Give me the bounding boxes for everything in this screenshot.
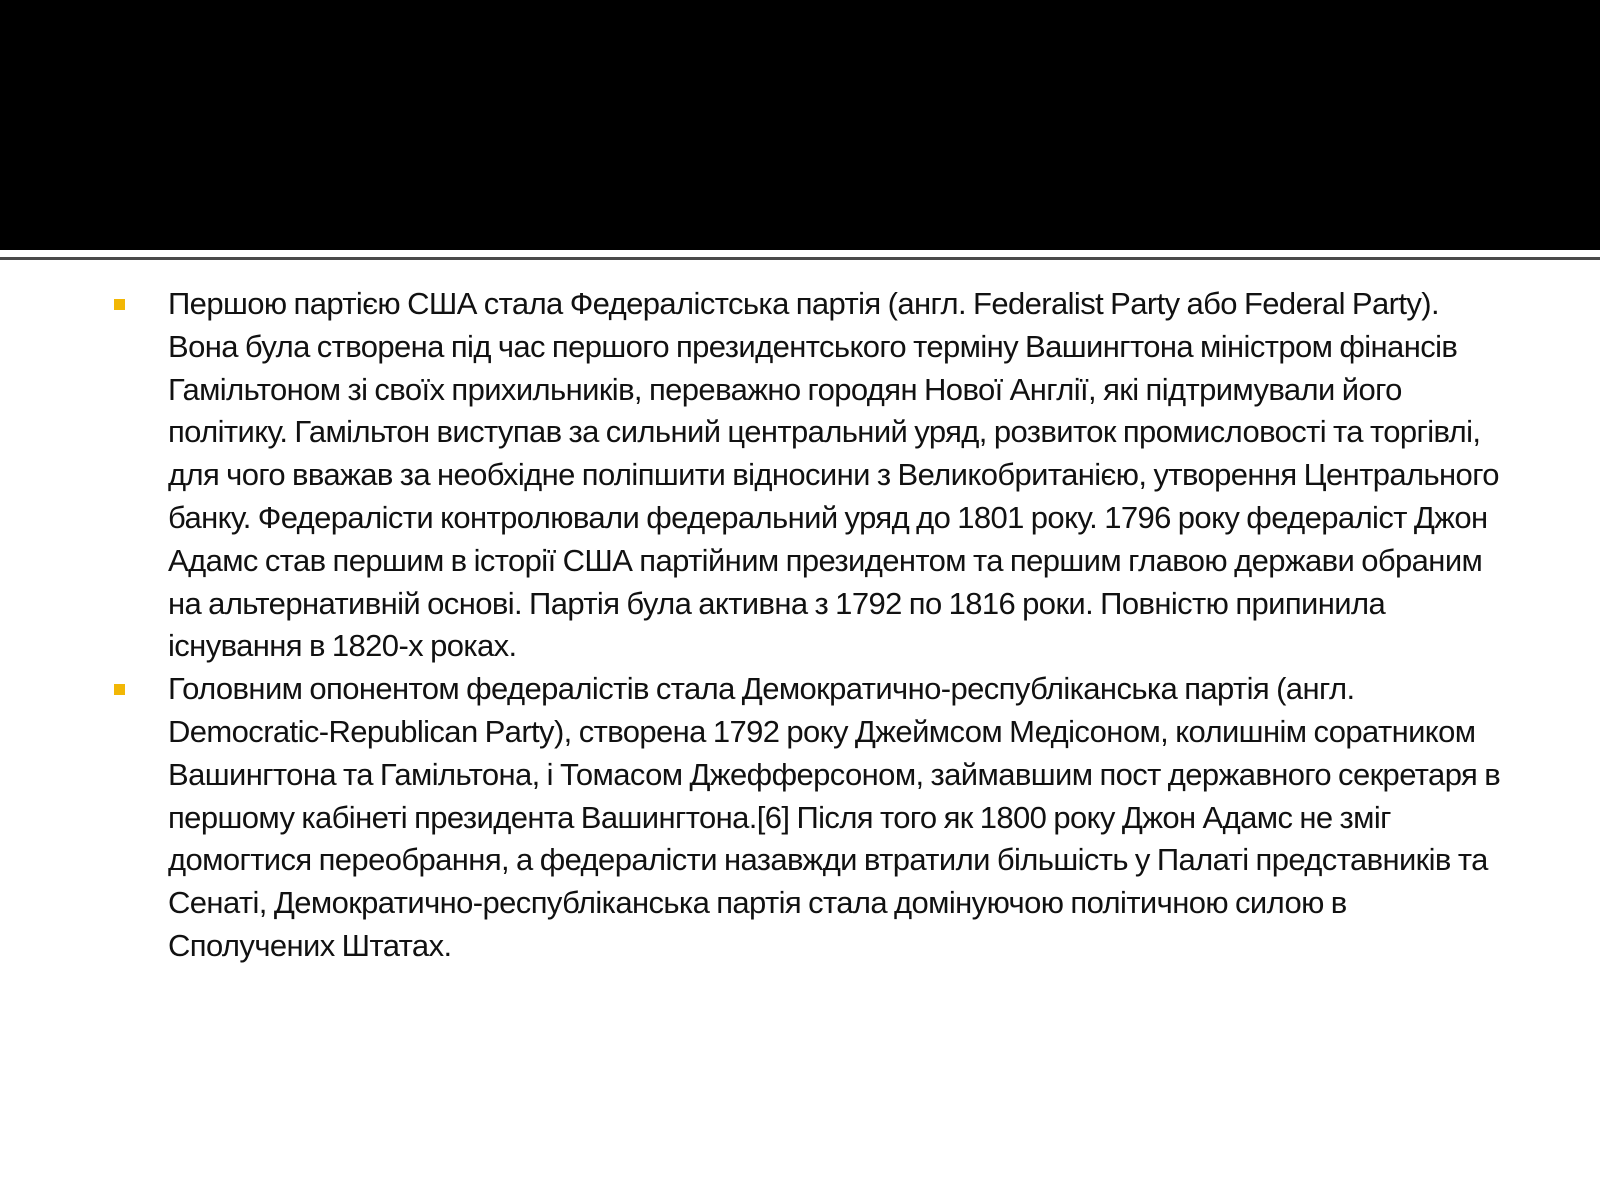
bullet-square-icon [114, 299, 125, 310]
bullet-item-democratic-republican [108, 668, 1508, 968]
title-bar [0, 0, 1600, 250]
bullet-text: Головним опонентом федералістів стала Демократично-республіканська партія (англ. Democratic-Republican Party), створена 1792 року Джеймсом Медісоном, колишнім соратником Вашингтона та Гамільтона, і Томасом Джефферсоном, займавшим пост державного секретаря в першому кабінеті президента Вашингтона.[6] Після того як 1800 року Джон Адамс не зміг домогтися переобрання, а федералісти назавжди втратили більшість у Палаті представників та Сенаті, Демократично-республіканська партія стала домінуючою політичною силою в Сполучених Штатах. [168, 671, 1501, 963]
bullet-square-icon [114, 684, 125, 695]
body-content [108, 283, 1508, 968]
bullet-item-federalist [108, 283, 1508, 668]
divider-light [0, 250, 1600, 253]
divider-dark [0, 257, 1600, 260]
bullet-text: Першою партією США стала Федералістська партія (англ. Federalist Party або Federal Party). Вона була створена під час першого президентського терміну Вашингтона міністром фінансів Гамільтоном зі своїх прихильників, переважно городян Нової Англії, які підтримували його політику. Гамільтон виступав за сильний центральний уряд, розвиток промисловості та торгівлі, для чого вважав за необхідне поліпшити відносини з Великобританією, утворення Центрального банку. Федералісти контролювали федеральний уряд до 1801 року. 1796 року федераліст Джон Адамс став першим в історії США партійним президентом та першим главою держави обраним на альтернативній основі. Партія була активна з 1792 по 1816 роки. Повністю припинила існування в 1820-х роках. [168, 286, 1499, 664]
